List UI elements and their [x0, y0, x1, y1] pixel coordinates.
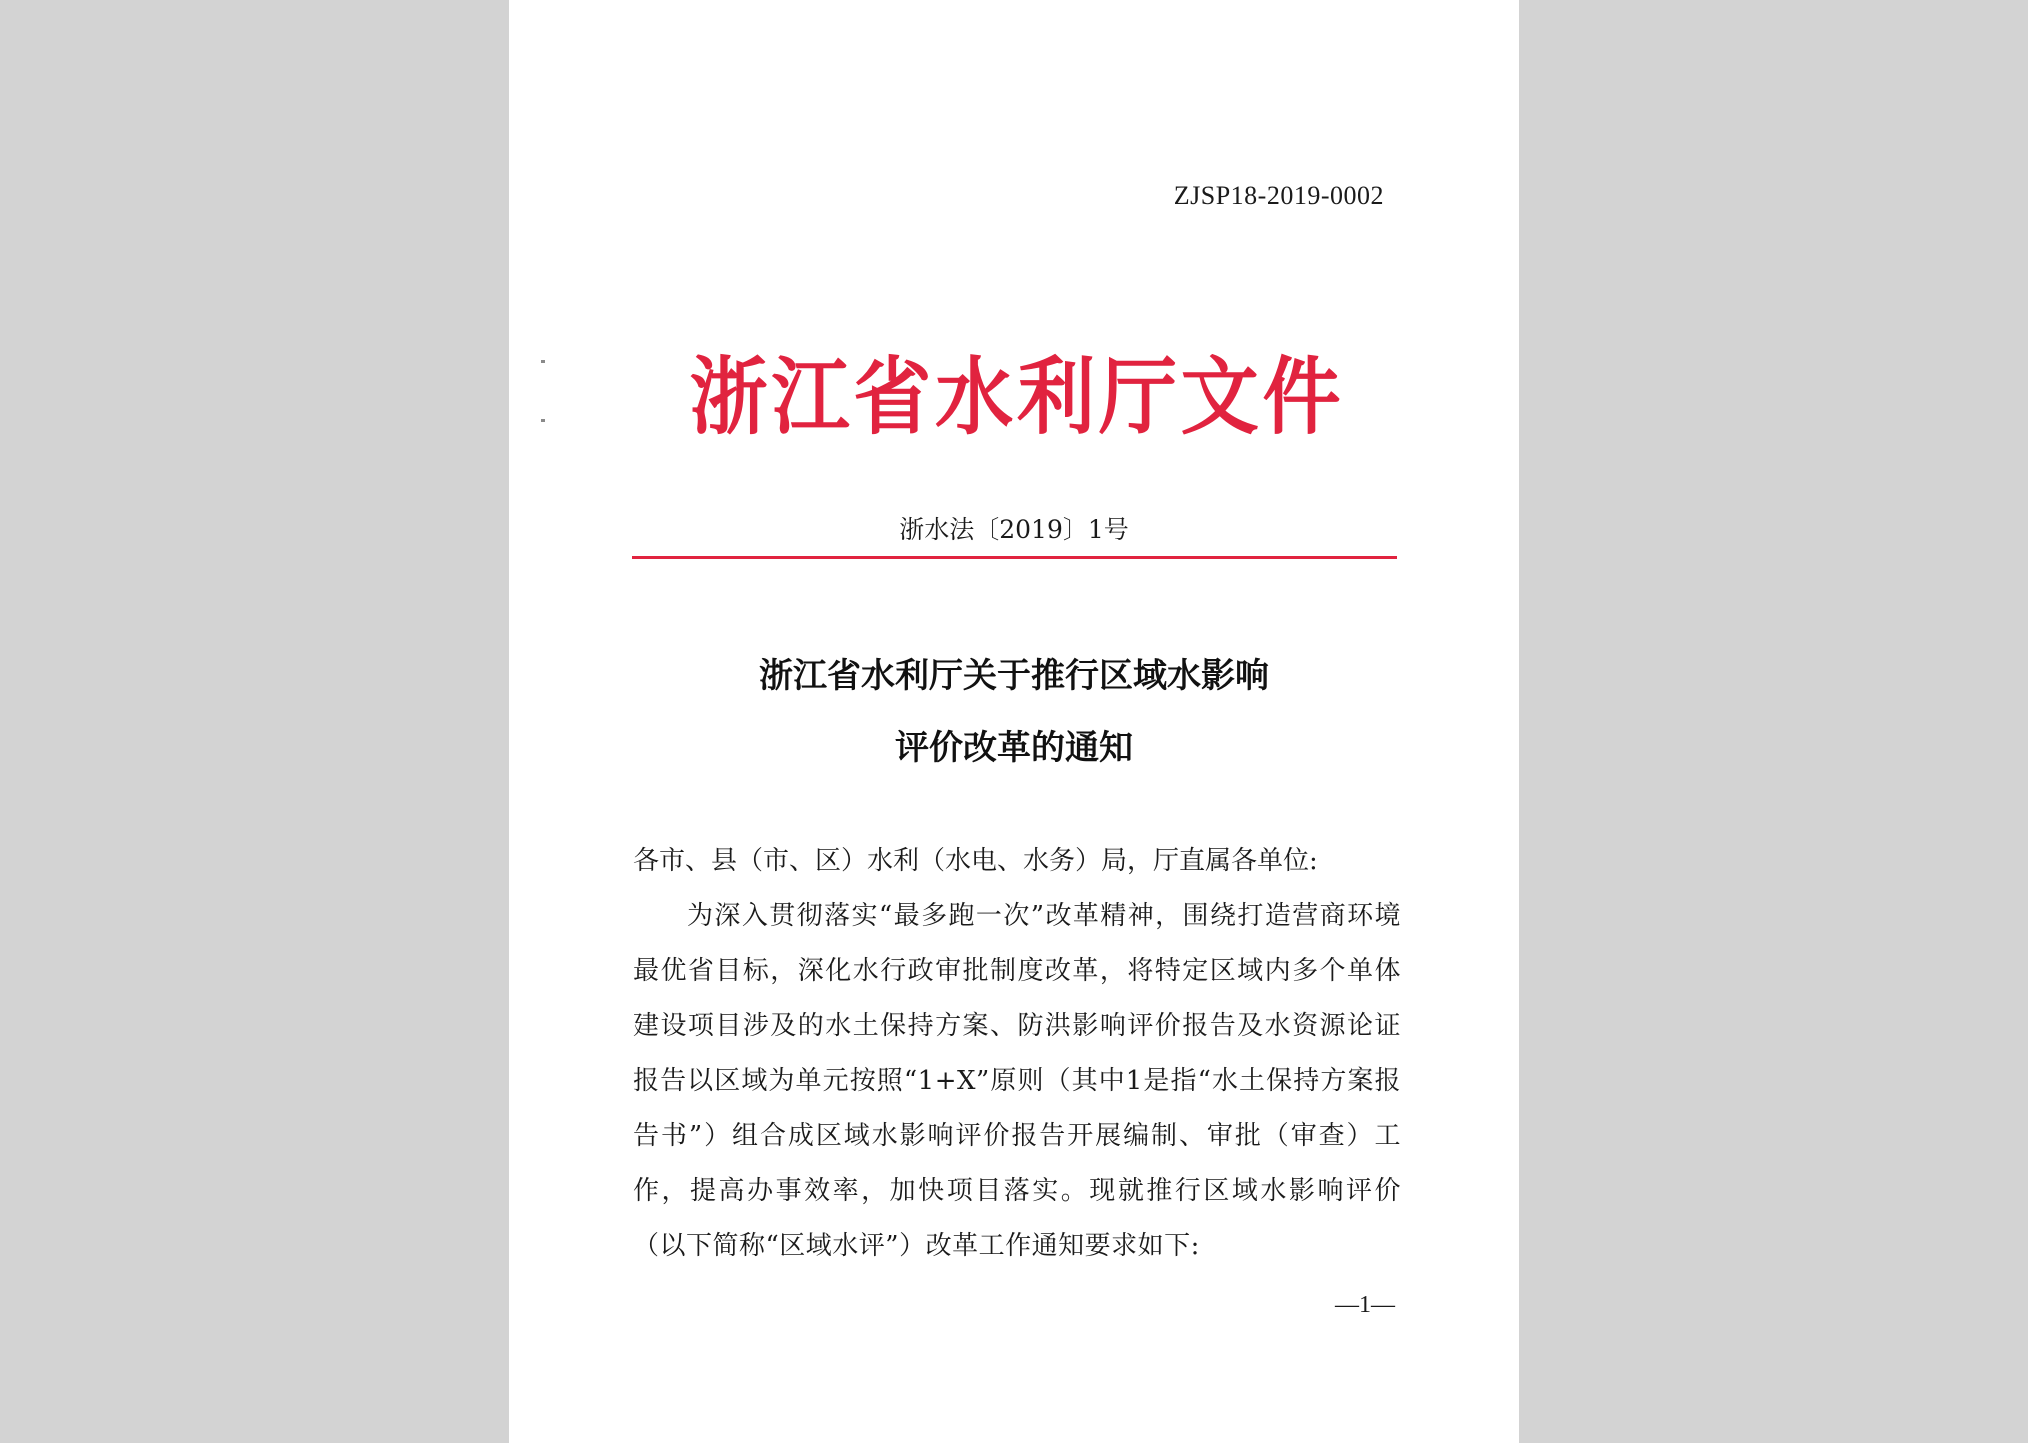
salutation: 各市、县（市、区）水利（水电、水务）局，厅直属各单位: — [633, 846, 1318, 876]
issuer-heading: 浙江省水利厅文件 — [689, 347, 1345, 446]
document-code: ZJSP18-2019-0002 — [1173, 181, 1384, 210]
red-divider — [632, 556, 1397, 559]
body-paragraph: 为深入贯彻落实“最多跑一次”改革精神，围绕打造营商环境最优省目标，深化水行政审批制度改革，将特定区域内多个单体建设项目涉及的水土保持方案、防洪影响评价报告及水资源论证报告以区域为单元按照“1+X”原则（其中1是指“水土保持方案报告书”）组合成区域水影响评价报告开展编制、审批（审查）工作，提高办事效率，加快项目落实。现就推行区域水影响评价（以下简称“区域水评”）改革工作通知要求如下: — [633, 901, 1401, 1261]
document-page — [509, 0, 1519, 1443]
scan-mark — [541, 419, 545, 422]
document-title-line-1: 浙江省水利厅关于推行区域水影响 — [759, 656, 1269, 696]
issue-number: 浙水法〔2019〕1号 — [899, 515, 1129, 544]
document-body — [633, 834, 1401, 1274]
scan-mark — [541, 360, 545, 363]
page-number: —1— — [1335, 1292, 1395, 1318]
document-title-line-2: 评价改革的通知 — [895, 728, 1133, 768]
